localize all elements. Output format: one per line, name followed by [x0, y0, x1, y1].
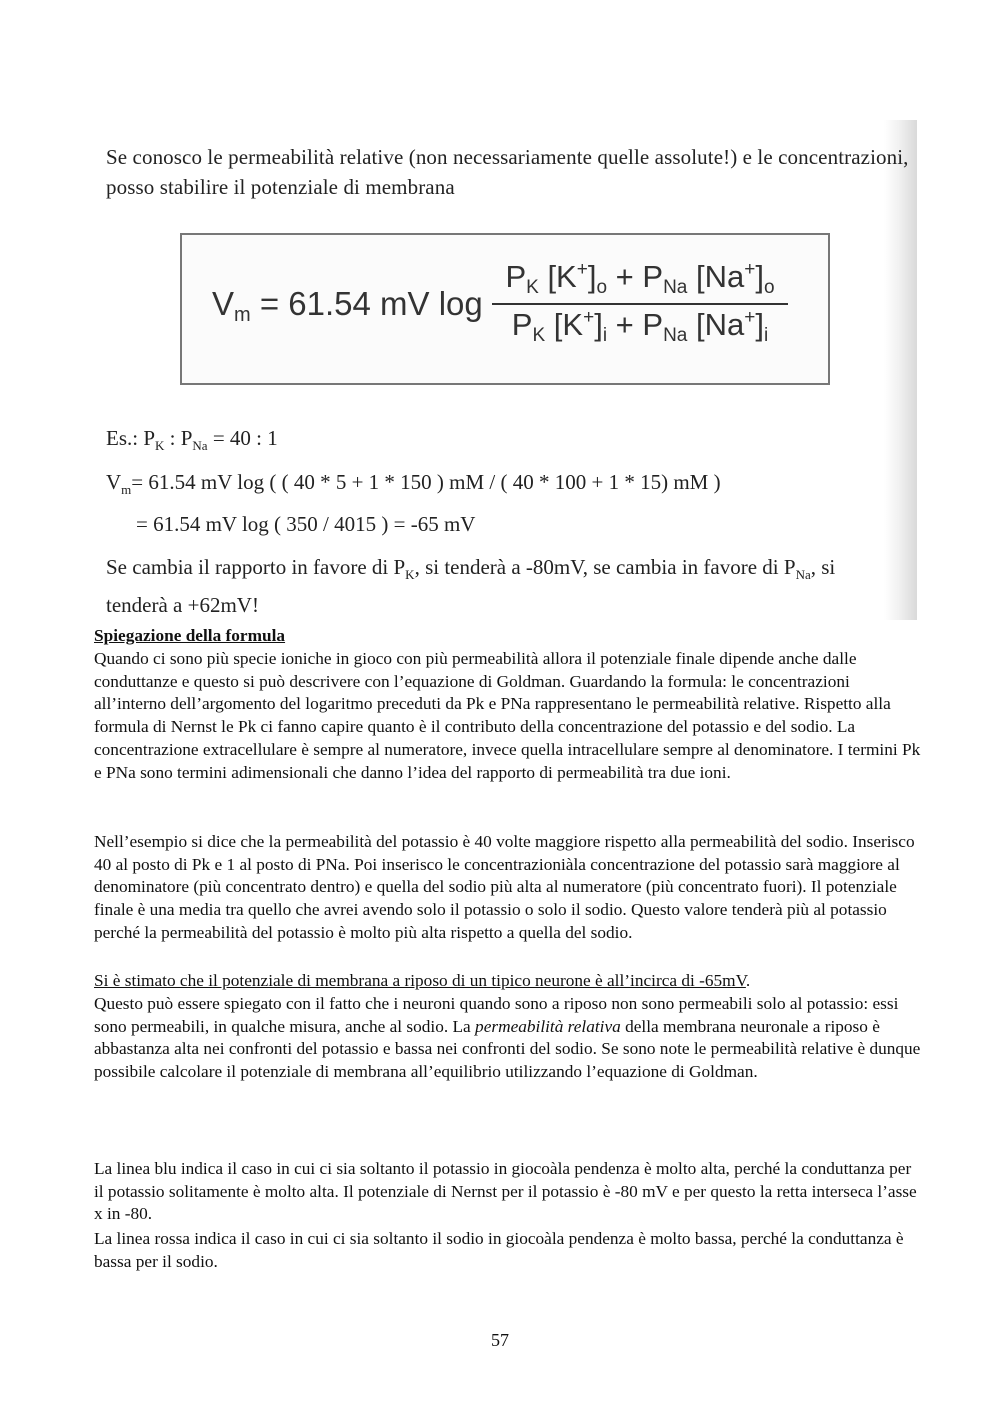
example-sub: K: [155, 438, 165, 453]
example-sub: Na: [192, 438, 208, 453]
num-term: [K: [538, 259, 577, 294]
num-term: o: [763, 277, 775, 298]
den-term: + P: [607, 307, 664, 342]
example-text: : P: [164, 426, 193, 450]
den-term: [K: [545, 307, 584, 342]
example-text: = 61.54 mV log ( ( 40 * 5 + 1 * 150 ) mM / ( 40 * 100 + 1 * 15) mM ): [131, 470, 721, 494]
num-term: o: [596, 277, 608, 298]
scan-intro-text: Se conosco le permeabilità relative (non necessariamente quelle assolute!) e le concentrazioni, posso stabilire il potenziale di membrana: [106, 145, 909, 199]
example-calc-line: [106, 470, 916, 498]
num-term: Na: [663, 277, 688, 298]
section-heading: [94, 625, 924, 648]
page-number: 57: [491, 1330, 509, 1350]
example-sub: m: [121, 482, 132, 497]
formula-log-text: = 61.54 mV log: [250, 285, 483, 322]
example-result-line: = 61.54 mV log ( 350 / 4015 ) = -65 mV: [136, 512, 476, 536]
formula-denominator: [490, 305, 790, 347]
underlined-sentence: Si è stimato che il potenziale di membrana a riposo di un tipico neurone è all’incirca di -65mV: [94, 971, 746, 990]
num-term: K: [526, 277, 539, 298]
paragraph-6: La linea rossa indica il caso in cui ci sia soltanto il sodio in giocoàla pendenza è molto bassa, perché la conduttanza è bassa per il sodio.: [94, 1229, 904, 1271]
num-term: P: [505, 259, 527, 294]
example-text: V: [106, 470, 122, 494]
p4-text: della membrana neuronale a riposo è abbastanza alta nei confronti del potassio e bassa nei confronti del sodio. Se sono note le permeabilità relative è dunque possibile calcolare il potenziale di membrana all’equilibrio utilizzando l’equazione di Goldman.: [94, 1016, 921, 1082]
den-term: [Na: [687, 307, 745, 342]
num-term: + P: [607, 259, 664, 294]
den-term: i: [602, 325, 608, 346]
goldman-formula-box: [180, 233, 830, 385]
den-term: Na: [663, 325, 688, 346]
num-term: ]: [587, 259, 597, 294]
paragraph-1: Quando ci sono più specie ioniche in gioco con più permeabilità allora il potenziale finale dipende anche dalle conduttanze e questo si può descrivere con l’equazione di Goldman. Guardando la formula: le concentrazioni all’interno dell’argomento del logaritmo preceduti da Pk e PNa rappresentano le permeabilità relative. Rispetto alla formula di Nernst le Pk ci fanno capire quanto è il contributo della concentrazione del potassio e del sodio. La concentrazione extracellulare è sempre al numeratore, invece quella intracellulare sempre al denominatore. I termini Pk e PNa sono termini adimensionali che danno l’idea del rapporto di permeabilità tra due ioni.: [94, 649, 921, 782]
paragraph-3: [94, 970, 924, 993]
formula-vm-sub: m: [234, 304, 251, 326]
den-term: ]: [594, 307, 603, 342]
paragraph-5: La linea blu indica il caso in cui ci sia soltanto il potassio in giocoàla pendenza è molto alta, perché la conduttanza per il potassio solitamente è molto alta. Il potenziale di Nernst per il potassio è -80 mV e per questo la retta interseca l’asse x in -80.: [94, 1159, 917, 1224]
paragraph-4: [94, 993, 924, 1084]
den-term: i: [763, 325, 769, 346]
num-term: ]: [755, 259, 764, 294]
den-term: K: [532, 325, 546, 346]
den-term: +: [583, 307, 595, 328]
p4-text: Questo può essere spiegato con il fatto che i neuroni quando sono a riposo non sono permeabili solo al potassio: essi sono permeabili, in qualche misura, anche al sodio. La: [94, 994, 899, 1036]
outro-text: , si tenderà a +62mV!: [106, 555, 836, 617]
outro-text: , si tenderà a -80mV, se cambia in favore di P: [414, 555, 796, 579]
example-text: = 40 : 1: [207, 426, 278, 450]
scanned-excerpt: [94, 120, 917, 620]
scan-outro-text: [106, 552, 896, 620]
italic-term: permeabilità relativa: [475, 1016, 621, 1036]
outro-text: Se cambia il rapporto in favore di P: [106, 555, 406, 579]
formula-fraction: [490, 259, 790, 347]
den-term: +: [744, 307, 756, 328]
heading-text: Spiegazione della formula: [94, 626, 286, 645]
outro-sub: K: [405, 567, 415, 582]
num-term: +: [576, 259, 588, 280]
sentence-period: .: [745, 971, 751, 990]
example-ratio-line: [106, 426, 916, 454]
num-term: +: [744, 259, 756, 280]
example-text: Es.: P: [106, 426, 156, 450]
formula-lhs: [212, 285, 483, 327]
num-term: [Na: [687, 259, 745, 294]
den-term: ]: [755, 307, 764, 342]
formula-numerator: [490, 259, 790, 303]
den-term: P: [511, 307, 533, 342]
outro-sub: Na: [795, 567, 811, 582]
formula-vm: V: [212, 285, 235, 322]
paragraph-2: Nell’esempio si dice che la permeabilità del potassio è 40 volte maggiore rispetto alla permeabilità del sodio. Inserisco 40 al posto di Pk e 1 al posto di PNa. Poi inserisco le concentrazioniàla concentrazione del potassio sarà maggiore al denominatore (più concentrato dentro) e quella del sodio più alta al numeratore (più concentrato fuori). Il potenziale finale è una media tra quello che avrei avendo solo il potassio o solo il sodio. Questo valore tenderà più al potassio perché la permeabilità del potassio è molto più alta rispetto a quella del sodio.: [94, 832, 915, 942]
